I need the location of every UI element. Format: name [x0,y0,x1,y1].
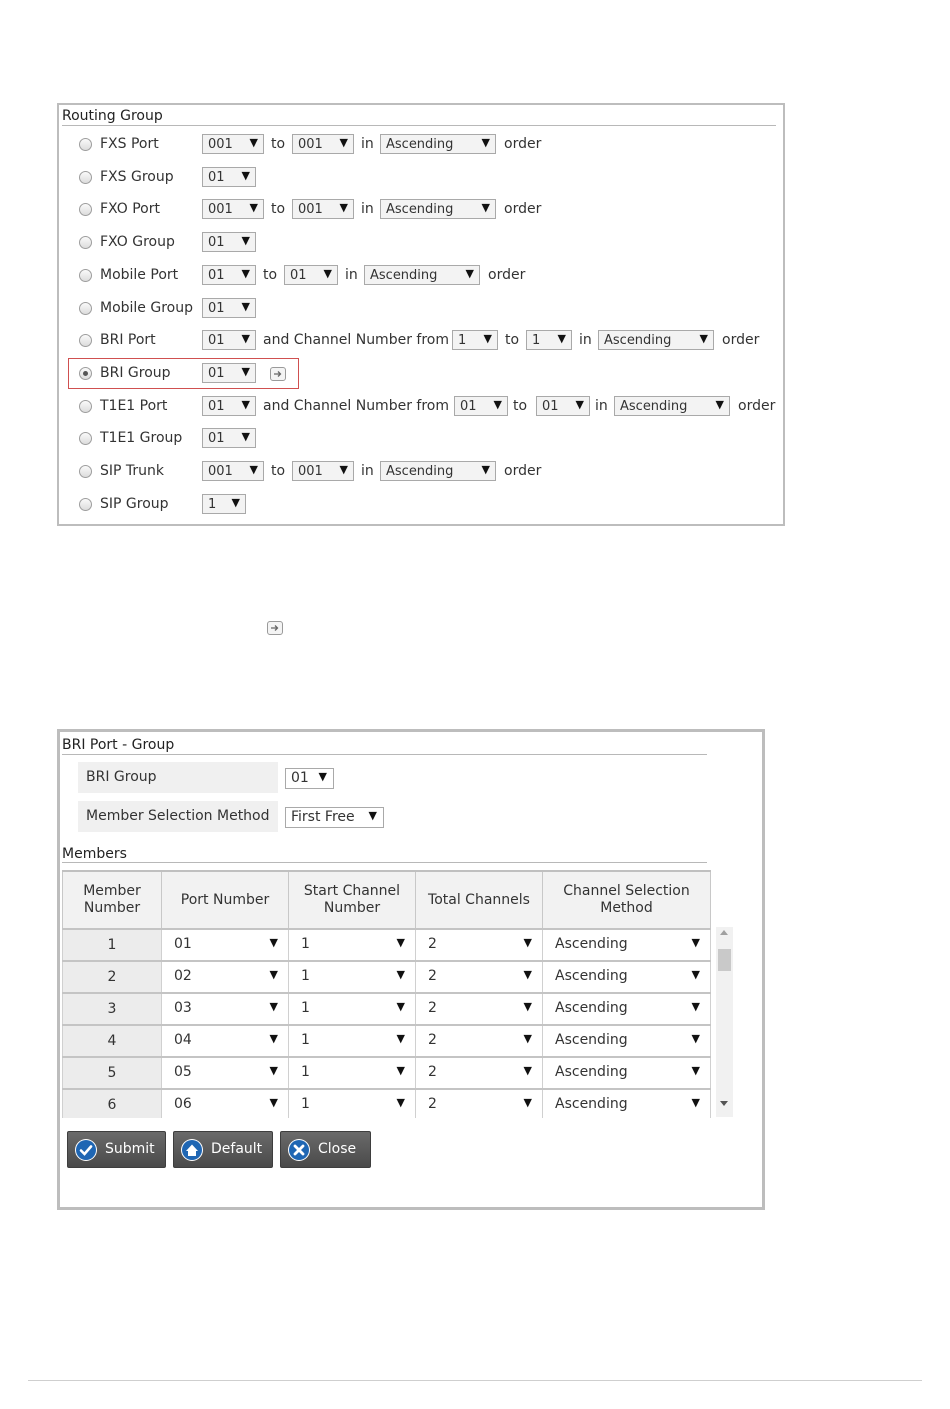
t1e1-group-select[interactable] [202,428,256,448]
start-channel-select-value: 1 [301,1064,310,1080]
fxs-port-to-text: to [271,136,286,152]
chevron-down-icon: ▼ [481,136,490,149]
bri-port-channel-to-select-value: 1 [532,333,541,349]
submit-button[interactable] [67,1131,166,1168]
table-row [63,993,711,1025]
fxo-group-select[interactable] [202,232,256,252]
t1e1-port-channel-text: and Channel Number from [263,397,449,414]
chevron-down-icon: ▼ [339,463,348,476]
chevron-down-icon: ▼ [523,1032,532,1045]
column-header-text: Number [323,900,381,916]
fxo-port-to-select[interactable] [292,199,354,219]
bri-port-in-text: in [579,332,592,349]
routing-row-fxs-port [59,134,785,158]
radio-t1e1-port[interactable] [79,400,92,413]
mobile-port-to-text: to [263,266,278,283]
mobile-port-order-select[interactable] [364,265,480,285]
chevron-down-icon: ▼ [691,1064,700,1077]
chevron-down-icon: ▼ [523,1096,532,1109]
member-number: 5 [63,1057,162,1089]
chevron-down-icon: ▼ [241,430,250,444]
table-cell [162,1025,289,1057]
label-t1e1-port: T1E1 Port [100,397,168,414]
label-mobile-port: Mobile Port [100,266,179,283]
total-channels-select[interactable] [416,930,542,960]
table-cell [543,961,711,993]
bri-port-order-select[interactable] [598,330,714,350]
chevron-down-icon: ▼ [269,1064,278,1077]
chevron-down-icon: ▼ [249,136,258,149]
t1e1-port-to-text: to [513,397,528,414]
sip-trunk-to-select[interactable] [292,461,354,481]
table-row [63,1089,711,1118]
routing-row-t1e1-port [59,396,785,420]
routing-row-fxs-group [59,167,785,191]
table-cell [289,1057,416,1089]
start-channel-select[interactable] [289,962,415,992]
mobile-port-from-select-value: 01 [208,267,225,283]
fxs-port-to-select[interactable] [292,134,354,154]
chevron-down-icon: ▼ [396,1000,405,1013]
chevron-down-icon: ▼ [523,968,532,981]
channel-selection-method-select-value: Ascending [555,1096,628,1112]
chevron-down-icon: ▼ [249,201,258,215]
fxo-port-to-select-value: 001 [298,202,323,218]
column-header-text: Start Channel [303,883,401,899]
start-channel-select-value: 1 [301,936,310,952]
table-cell [543,1089,711,1118]
chevron-down-icon: ▼ [483,332,492,346]
chevron-down-icon: ▼ [557,332,566,346]
mobile-group-select-value: 01 [208,300,225,316]
total-channels-select-value: 2 [428,1032,437,1048]
radio-fxs-port[interactable] [79,138,92,151]
fxo-port-in-text: in [361,201,374,218]
channel-selection-method-select[interactable] [543,1090,710,1118]
label-bri-port: BRI Port [100,332,156,349]
chevron-down-icon: ▼ [396,1096,405,1109]
chevron-down-icon: ▼ [269,1000,278,1013]
label-mobile-group: Mobile Group [100,299,193,316]
start-channel-select[interactable] [289,930,415,960]
member-selection-method-value: First Free [291,809,355,825]
channel-selection-method-select[interactable] [543,1058,710,1088]
port-number-select-value: 05 [174,1064,192,1080]
routing-row-fxo-port [59,199,785,223]
chevron-down-icon: ▼ [691,1032,700,1045]
table-cell [543,1025,711,1057]
label-fxs-group: FXS Group [100,168,174,185]
t1e1-port-channel-to-select[interactable] [536,396,590,416]
table-cell [162,1089,289,1118]
channel-selection-method-select-value: Ascending [555,936,628,952]
total-channels-select[interactable] [416,1058,542,1088]
start-channel-select-value: 1 [301,1096,310,1112]
channel-selection-method-select[interactable] [543,994,710,1024]
column-header-text: Port Number [180,891,270,908]
column-header [543,871,711,929]
chevron-down-icon: ▼ [396,968,405,981]
column-header-text: Method [600,900,653,916]
table-header-row [63,871,711,929]
chevron-down-icon: ▼ [523,936,532,949]
chevron-down-icon: ▼ [481,463,490,476]
bri-port-to-text: to [505,332,520,349]
chevron-down-icon: ▼ [691,1000,700,1013]
radio-bri-group[interactable] [79,367,92,380]
total-channels-select[interactable] [416,1090,542,1118]
column-header [63,871,162,929]
table-cell [162,1057,289,1089]
column-header-text: Total Channels [428,891,530,908]
section-divider [62,125,776,126]
routing-row-bri-group [59,363,785,387]
table-cell [289,993,416,1025]
chevron-down-icon: ▼ [368,809,377,822]
chevron-down-icon: ▼ [691,936,700,949]
chevron-down-icon: ▼ [699,332,708,346]
table-cell [416,993,543,1025]
port-number-select-value: 03 [174,1000,192,1016]
port-number-select-value: 02 [174,968,192,984]
table-cell [543,993,711,1025]
port-number-select[interactable] [162,1058,288,1088]
close-label: Close [318,1141,357,1157]
fxo-port-from-select[interactable] [202,199,264,219]
sip-trunk-from-select-value: 001 [208,464,233,479]
mobile-port-to-select[interactable] [284,265,338,285]
t1e1-port-channel-from-select[interactable] [454,396,508,416]
total-channels-select[interactable] [416,1026,542,1056]
start-channel-select[interactable] [289,1090,415,1118]
channel-selection-method-select-value: Ascending [555,968,628,984]
sip-trunk-order-text: order [504,463,542,479]
fxs-port-order-select[interactable] [380,134,496,154]
table-cell [289,1089,416,1118]
sip-group-select-value: 1 [208,496,217,512]
chevron-down-icon: ▼ [241,266,250,280]
table-row [63,961,711,993]
routing-row-sip-group [59,494,785,518]
total-channels-select-value: 2 [428,968,437,984]
port-number-select[interactable] [162,1090,288,1118]
bri-port-order-text: order [722,332,760,349]
chevron-down-icon: ▼ [241,299,250,313]
radio-fxo-port[interactable] [79,203,92,216]
chevron-down-icon: ▼ [523,1064,532,1077]
members-table [62,870,711,1118]
t1e1-port-order-text: order [738,397,776,414]
bri-port-channel-from-select[interactable] [452,330,498,350]
chevron-down-icon: ▼ [241,397,250,411]
start-channel-select-value: 1 [301,1000,310,1016]
t1e1-port-order-select[interactable] [614,396,730,416]
port-number-select-value: 01 [174,936,192,952]
close-button[interactable] [280,1131,371,1168]
bri-group-value: 01 [291,770,309,786]
bri-group-select[interactable] [202,363,256,383]
fxs-port-order-text: order [504,136,542,152]
sip-trunk-to-text: to [271,463,286,479]
t1e1-port-channel-from-select-value: 01 [460,398,477,414]
chevron-down-icon: ▼ [715,397,724,411]
radio-sip-group[interactable] [79,498,92,511]
scroll-up-icon[interactable] [720,930,728,935]
mobile-port-order-text: order [488,266,526,283]
chevron-down-icon: ▼ [691,1096,700,1109]
close-icon [288,1139,310,1161]
section-divider [62,862,707,863]
routing-row-fxo-group [59,232,785,256]
member-number: 3 [63,993,162,1025]
fxs-group-select[interactable] [202,167,256,187]
fxs-port-from-select[interactable] [202,134,264,154]
table-cell [289,961,416,993]
table-row [63,929,711,961]
members-table-body [63,929,711,1118]
channel-selection-method-select[interactable] [543,1026,710,1056]
channel-selection-method-select-value: Ascending [555,1064,628,1080]
fxo-port-order-text: order [504,201,542,218]
sip-trunk-order-select[interactable] [380,461,496,481]
fxo-port-from-select-value: 001 [208,202,233,218]
chevron-down-icon: ▼ [339,201,348,215]
routing-row-mobile-group [59,298,785,322]
t1e1-port-channel-to-select-value: 01 [542,398,559,414]
start-channel-select[interactable] [289,1026,415,1056]
port-number-select-value: 04 [174,1032,192,1048]
bri-port-channel-text: and Channel Number from [263,332,449,349]
chevron-down-icon: ▼ [465,266,474,280]
total-channels-select-value: 2 [428,1064,437,1080]
table-row [63,1025,711,1057]
routing-row-t1e1-group [59,428,785,452]
member-number: 1 [63,929,162,961]
total-channels-select[interactable] [416,994,542,1024]
bri-port-group-panel [57,729,765,1210]
page-footer-divider [28,1380,922,1381]
column-header-text: Number [83,900,141,916]
chevron-down-icon: ▼ [691,968,700,981]
edit-arrow-icon[interactable] [270,367,286,381]
t1e1-group-select-value: 01 [208,431,225,447]
chevron-down-icon: ▼ [249,463,258,476]
column-header-text: Member [83,883,141,899]
start-channel-select[interactable] [289,994,415,1024]
table-cell [416,1057,543,1089]
port-number-select[interactable] [162,930,288,960]
panel-title: BRI Port - Group [62,737,175,753]
chevron-down-icon: ▼ [241,168,250,182]
chevron-down-icon: ▼ [575,397,584,411]
chevron-down-icon: ▼ [523,1000,532,1013]
channel-selection-method-select-value: Ascending [555,1032,628,1048]
chevron-down-icon: ▼ [241,234,250,248]
label-fxo-group: FXO Group [100,234,175,251]
channel-selection-method-select-value: Ascending [555,1000,628,1016]
table-cell [416,1089,543,1118]
routing-row-bri-port [59,330,785,354]
fxs-port-order-select-value: Ascending [386,137,454,152]
bri-port-order-select-value: Ascending [604,333,672,349]
bri-group-select-value: 01 [208,365,225,381]
chevron-down-icon: ▼ [269,1096,278,1109]
routing-row-mobile-port [59,265,785,289]
port-number-select-value: 06 [174,1096,192,1112]
total-channels-select-value: 2 [428,936,437,952]
bri-port-channel-from-select-value: 1 [458,333,467,349]
radio-t1e1-group[interactable] [79,432,92,445]
port-number-select[interactable] [162,994,288,1024]
member-number: 4 [63,1025,162,1057]
label-sip-trunk: SIP Trunk [100,463,165,479]
mobile-port-to-select-value: 01 [290,267,307,283]
fxs-port-from-select-value: 001 [208,137,233,152]
chevron-down-icon: ▼ [339,136,348,149]
table-cell [289,1025,416,1057]
fxo-port-order-select-value: Ascending [386,202,454,218]
t1e1-port-order-select-value: Ascending [620,398,688,414]
home-icon [181,1139,203,1161]
column-header [162,871,289,929]
sip-trunk-from-select[interactable] [202,461,264,481]
mobile-port-from-select[interactable] [202,265,256,285]
mobile-port-order-select-value: Ascending [370,267,438,283]
label-sip-group: SIP Group [100,495,169,512]
fxo-group-select-value: 01 [208,235,225,251]
table-cell [162,993,289,1025]
radio-mobile-group[interactable] [79,302,92,315]
chevron-down-icon: ▼ [241,332,250,346]
member-selection-method-select[interactable] [285,807,384,828]
chevron-down-icon: ▼ [231,495,240,509]
total-channels-select-value: 2 [428,1096,437,1112]
table-cell [416,1025,543,1057]
table-cell [543,929,711,961]
label-fxo-port: FXO Port [100,201,160,218]
scroll-thumb[interactable] [718,949,731,971]
total-channels-select[interactable] [416,962,542,992]
chevron-down-icon: ▼ [269,936,278,949]
radio-sip-trunk[interactable] [79,465,92,478]
fxs-group-select-value: 01 [208,169,225,185]
fxo-port-order-select[interactable] [380,199,496,219]
chevron-down-icon: ▼ [241,364,250,378]
routing-group-title: Routing Group [62,108,163,124]
sip-trunk-in-text: in [361,463,374,479]
total-channels-select-value: 2 [428,1000,437,1016]
port-number-select[interactable] [162,962,288,992]
column-header [289,871,416,929]
default-button[interactable] [173,1131,273,1168]
member-selection-method-label: Member Selection Method [78,801,278,832]
label-bri-group: BRI Group [100,364,171,381]
bri-group-label: BRI Group [78,762,278,793]
check-icon [75,1139,97,1161]
sip-group-select[interactable] [202,494,246,514]
chevron-down-icon: ▼ [269,1032,278,1045]
chevron-down-icon: ▼ [396,936,405,949]
routing-group-panel [57,103,785,526]
chevron-down-icon: ▼ [396,1032,405,1045]
column-header [416,871,543,929]
chevron-down-icon: ▼ [269,968,278,981]
members-table-viewport [62,870,737,1118]
channel-selection-method-select[interactable] [543,962,710,992]
table-cell [416,929,543,961]
routing-row-sip-trunk [59,461,785,485]
table-scrollbar[interactable] [716,927,733,1117]
chevron-down-icon: ▼ [318,770,327,783]
section-divider [62,754,707,755]
bri-port-channel-to-select[interactable] [526,330,572,350]
chevron-down-icon: ▼ [481,201,490,215]
bri-port-from-select-value: 01 [208,333,225,349]
edit-arrow-icon [267,621,283,635]
mobile-port-in-text: in [345,266,358,283]
column-header-text: Channel Selection [563,883,690,899]
table-cell [289,929,416,961]
submit-label: Submit [105,1141,155,1157]
table-cell [543,1057,711,1089]
table-cell [416,961,543,993]
t1e1-port-from-select[interactable] [202,396,256,416]
default-label: Default [211,1141,263,1157]
bri-port-from-select[interactable] [202,330,256,350]
start-channel-select-value: 1 [301,1032,310,1048]
chevron-down-icon: ▼ [493,397,502,411]
table-cell [162,929,289,961]
radio-bri-port[interactable] [79,334,92,347]
radio-fxo-group[interactable] [79,236,92,249]
radio-fxs-group[interactable] [79,171,92,184]
mobile-group-select[interactable] [202,298,256,318]
table-row [63,1057,711,1089]
member-number: 2 [63,961,162,993]
sip-trunk-order-select-value: Ascending [386,464,454,479]
start-channel-select[interactable] [289,1058,415,1088]
bri-group-select[interactable] [285,768,334,789]
fxs-port-in-text: in [361,136,374,152]
sip-trunk-to-select-value: 001 [298,464,323,479]
port-number-select[interactable] [162,1026,288,1056]
fxo-port-to-text: to [271,201,286,218]
t1e1-port-from-select-value: 01 [208,398,225,414]
member-number: 6 [63,1089,162,1118]
radio-mobile-port[interactable] [79,269,92,282]
label-fxs-port: FXS Port [100,136,159,152]
chevron-down-icon: ▼ [396,1064,405,1077]
members-title: Members [62,846,127,862]
chevron-down-icon: ▼ [323,266,332,280]
t1e1-port-in-text: in [595,397,608,414]
fxs-port-to-select-value: 001 [298,137,323,152]
table-cell [162,961,289,993]
channel-selection-method-select[interactable] [543,930,710,960]
scroll-down-icon[interactable] [720,1101,728,1106]
start-channel-select-value: 1 [301,968,310,984]
label-t1e1-group: T1E1 Group [100,430,183,447]
